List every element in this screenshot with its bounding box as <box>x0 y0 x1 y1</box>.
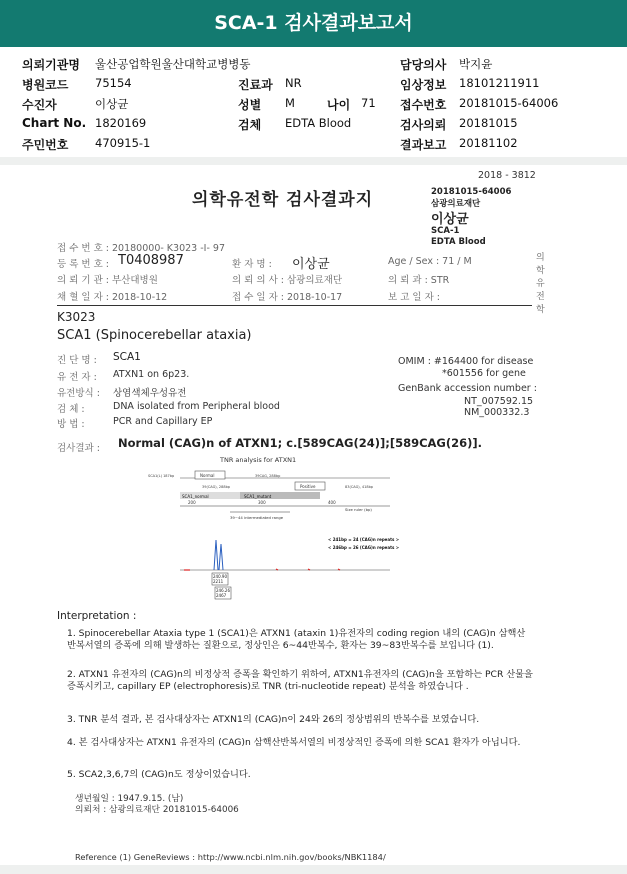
field-value: 71 <box>361 96 376 110</box>
interp-item: 4. 본 검사대상자는 ATXN1 유전자의 (CAG)n 삼핵산반복서열의 비정상적인 증폭에 의한 SCA1 환자가 아닙니다. <box>67 737 521 748</box>
figure-label: SCA1(L) 187bp <box>148 474 175 478</box>
field-value: 박지윤 <box>459 57 493 71</box>
field-value: M <box>285 96 295 110</box>
field-value: 75154 <box>95 76 132 90</box>
patient-value: 이상균 <box>292 257 330 272</box>
reg-label: 등 록 번 호 : <box>57 259 109 270</box>
field-label: 수진자 <box>22 98 57 112</box>
field-label: 접수번호 <box>400 98 447 112</box>
doctor: 의 뢰 의 사 : 삼광의료재단 <box>232 275 343 286</box>
interp-item: 2. ATXN1 유전자의 (CAG)n의 비정상적 증폭을 확인하기 위하여, ATXN1유전자의 (CAG)n을 포함하는 PCR 산물을 증폭시키고, capillary EP (electrophoresis)로 TNR (tri-nucleotide repeat) 분석을 하였습니다 . <box>67 669 533 692</box>
collect-date: 채 혈 일 자 : 2018-10-12 <box>57 292 168 303</box>
field-label: 진료과 <box>238 78 273 92</box>
age-sex: Age / Sex : 71 / M <box>388 256 472 267</box>
reg-value: T0408987 <box>118 253 184 268</box>
stamp-line: SCA-1 <box>431 226 460 236</box>
stamp-line: 20181015-64006 <box>431 187 512 197</box>
test-code: K3023 <box>57 310 96 324</box>
field-value: 20181102 <box>459 136 518 150</box>
detail-label: 방 법 : <box>57 419 85 430</box>
interp-item: 1. Spinocerebellar Ataxia type 1 (SCA1)은 ATXN1 (ataxin 1)유전자의 coding region 내의 (CAG)n 삼핵산 반복서열의 증폭에 의해 발생하는 질환으로, 정상인은 6~44반복수, 환자는 39~83반복수를 보입니다 (1). <box>67 628 526 651</box>
field-label: 의뢰기관명 <box>22 58 80 72</box>
field-label: 성별 <box>238 98 262 112</box>
tnr-figure <box>140 452 420 602</box>
result-label: 검사결과 : <box>57 443 100 454</box>
field-label: 나이 <box>327 98 351 112</box>
receipt-number: 접 수 번 호 : 20180000- K3023 -I- 97 <box>57 243 226 254</box>
field-value: 18101211911 <box>459 76 540 90</box>
report-corner-code: 2018 - 3812 <box>478 170 536 181</box>
detail-value: DNA isolated from Peripheral blood <box>113 401 280 412</box>
omim-line: *601556 for gene <box>442 368 526 379</box>
field-value: EDTA Blood <box>285 116 352 130</box>
field-label: 주민번호 <box>22 138 69 152</box>
field-value: 20181015-64006 <box>459 96 559 110</box>
genbank-line: NM_000332.3 <box>464 407 530 418</box>
figure-label: 39(CAG), 288bp <box>202 485 231 489</box>
interp-title: Interpretation : <box>57 610 137 622</box>
peak-label: 2467 <box>216 593 227 598</box>
header-separator <box>0 157 627 165</box>
stamp-line: EDTA Blood <box>431 237 486 247</box>
figure-label: Size ruler (bp) <box>345 507 372 512</box>
field-value: 470915-1 <box>95 136 151 150</box>
field-value: 울산공업학원울산대학교병병동 <box>95 57 251 71</box>
institution: 의 뢰 기 관 : 부산대병원 <box>57 275 158 286</box>
omim-line: OMIM : #164400 for disease <box>398 356 534 367</box>
detail-label: 유 전 자 : <box>57 372 97 383</box>
reported-date: 보 고 일 자 : <box>388 292 440 303</box>
peak-240 <box>214 540 218 570</box>
field-value: NR <box>285 76 302 90</box>
figure-label: 83(CAG), 418bp <box>345 485 374 489</box>
field-value: 1820169 <box>95 116 147 130</box>
side-text: 의학유전학 <box>536 253 545 315</box>
ruler-tick: 400 <box>328 500 336 505</box>
figure-label: SCA1_mutant <box>244 494 272 499</box>
detail-label: 검 체 : <box>57 404 85 415</box>
figure-title: TNR analysis for ATXN1 <box>220 456 297 464</box>
field-label: 검체 <box>238 118 262 132</box>
ruler-tick: 200 <box>188 500 196 505</box>
detail-value: 상염색체우성유전 <box>113 388 187 399</box>
interp-item: 3. TNR 분석 결과, 본 검사대상자는 ATXN1의 (CAG)n이 24와 26의 정상범위의 반복수를 보였습니다. <box>67 714 480 725</box>
patient-label: 환 자 명 : <box>232 259 272 270</box>
figure-label: 39CAG, 288bp <box>255 474 281 478</box>
figure-label: Positive <box>300 484 316 489</box>
legend-line: < 241bp = 24 (CAG)n repeats > <box>328 537 400 542</box>
field-label: 병원코드 <box>22 78 69 92</box>
test-name: SCA1 (Spinocerebellar ataxia) <box>57 328 252 343</box>
genbank-label: GenBank accession number : <box>398 383 537 394</box>
interp-item: 5. SCA2,3,6,7의 (CAG)n도 정상이었습니다. <box>67 769 251 780</box>
reference: Reference (1) GeneReviews : http://www.ncbi.nlm.nih.gov/books/NBK1184/ <box>75 852 386 862</box>
detail-label: 진 단 명 : <box>57 355 97 366</box>
requester: 의뢰처 : 삼광의료재단 20181015-64006 <box>75 805 239 815</box>
field-value: 20181015 <box>459 116 518 130</box>
peak-label: 240.90 <box>213 574 227 579</box>
detail-label: 유전방식 : <box>57 388 100 399</box>
figure-label: SCA1_normal <box>182 494 209 499</box>
peak-label: 2211 <box>213 579 224 584</box>
department: 의 뢰 과 : STR <box>388 275 450 286</box>
field-label: 검사의뢰 <box>400 118 447 132</box>
report-title: SCA-1 검사결과보고서 <box>0 0 627 47</box>
figure-label: 39~44 intermediated range <box>230 515 284 520</box>
detail-value: SCA1 <box>113 351 141 363</box>
peak-label: 246.26 <box>216 588 230 593</box>
birth-date: 생년월일 : 1947.9.15. (남) <box>75 794 184 804</box>
legend-line: < 246bp = 26 (CAG)n repeats > <box>328 545 400 550</box>
stamp-line: 이상균 <box>431 212 469 227</box>
footer-band <box>0 865 627 874</box>
received-date: 접 수 일 자 : 2018-10-17 <box>232 292 343 303</box>
field-label: 담당의사 <box>400 58 447 72</box>
divider <box>57 305 532 306</box>
detail-value: PCR and Capillary EP <box>113 416 213 427</box>
ruler-tick: 300 <box>258 500 266 505</box>
result-value: Normal (CAG)n of ATXN1; c.[589CAG(24)];[589CAG(26)]. <box>118 436 482 450</box>
field-label: Chart No. <box>22 116 87 130</box>
field-label: 결과보고 <box>400 138 447 152</box>
field-value: 이상균 <box>95 97 129 111</box>
field-label: 임상정보 <box>400 78 447 92</box>
peak-246 <box>219 544 223 570</box>
figure-label: Normal <box>200 473 215 478</box>
stamp-line: 삼광의료재단 <box>431 199 481 209</box>
genbank-line: NT_007592.15 <box>464 396 534 407</box>
report-doc-title: 의학유전학 검사결과지 <box>192 190 374 210</box>
report-header <box>0 52 627 152</box>
detail-value: ATXN1 on 6p23. <box>113 369 190 380</box>
